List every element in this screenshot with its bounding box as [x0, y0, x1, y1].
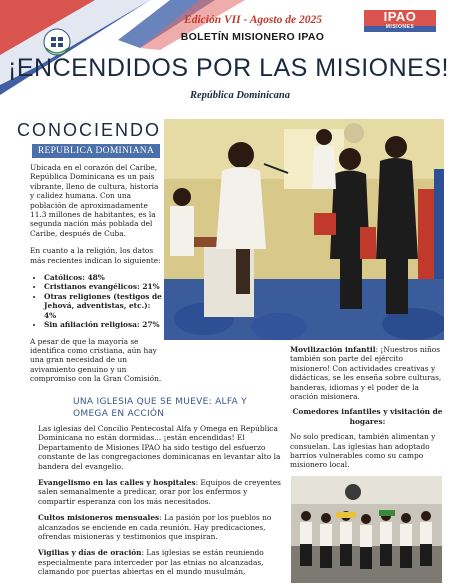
mission-services-paragraph: Cultos misioneros mensuales: La pasión por los pueblos no alcanzados se enciende en cada reunión. Hay predicaciones, ofrendas misioneras y testimonios que inspiran.	[38, 513, 272, 542]
middle-column	[38, 424, 283, 584]
religion-stats-list	[30, 273, 162, 329]
revival-paragraph: A pesar de que la mayoría se identifica como cristiana, aún hay una gran necesidad de un avivamiento genuino y un compromiso con la Gran Comisión.	[30, 336, 162, 384]
dominican-seal-icon	[44, 29, 70, 55]
stat-item: • Católicos: 48%	[44, 273, 162, 282]
children-group-photo	[291, 476, 442, 583]
vigils-paragraph: Vigilias y días de oración: Las iglesias se están reuniendo especialmente para interceder por las etnias no alcanzadas, clamando por puertas abiertas en el mundo musulmán,	[38, 548, 264, 577]
bulletin-name: BOLETÍN MISIONERO IPAO	[180, 31, 325, 43]
religion-paragraph: En cuanto a la religión, los datos más recientes indican lo siguiente:	[30, 246, 161, 265]
conociendo-heading: CONOCIENDO	[17, 120, 162, 140]
stat-item: • Cristianos evangélicos: 21%	[44, 282, 162, 291]
page-title: ¡ENCENDIDOS POR LAS MISIONES!	[8, 54, 449, 82]
page-subtitle: República Dominicana	[189, 90, 291, 101]
stat-item: • Otras religiones (testigos de Jehová, adventistas, etc.): 4%	[44, 292, 162, 320]
intro-paragraph: Ubicada en el corazón del Caribe, República Dominicana es un país vibrante, lleno de cultura, historia y calidez humana. Con una población de aproximadamente 11.3 millones de habitantes, es la segunda nación más poblada del Caribe, después de Cuba.	[30, 163, 159, 238]
logo-sub: MISIONES	[385, 24, 415, 30]
evangelism-paragraph: Evangelismo en las calles y hospitales: Equipos de creyentes salen semanalmente a predicar, orar por los enfermos y compartir esperanza con los más necesitados.	[38, 478, 281, 506]
church-intro-paragraph: Las iglesias del Concilio Pentecostal Alfa y Omega en República Dominicana no están dormidas... ¡están encendidas! El Departamento de Misiones IPAO ha sido testigo del esfuerzo constante de las congregaciones dominicanas en levantar alto la bandera del evangelio.	[38, 424, 281, 471]
edition-date: Edición VII - Agosto de 2025	[184, 14, 322, 26]
logo-name: IPAO	[383, 9, 417, 24]
children-mobilization: Movilización infantil: ¡Nuestros niños también son parte del ejército misionero! Con actividades creativas y didácticas, se les enseña sobre culturas, banderas, idiomas y el poder de la oración misionera.	[290, 345, 442, 402]
country-badge-label: REPUBLICA DOMINIANA	[37, 146, 155, 156]
worship-singers-photo	[164, 119, 444, 340]
section-heading-alfa-omega: UNA IGLESIA QUE SE MUEVE: ALFA Y OMEGA EN ACCIÓN	[73, 397, 247, 419]
comedores-subheading: Comedores infantiles y visitación de hogares:	[292, 407, 443, 426]
left-column	[30, 163, 162, 392]
stat-item: • Sin afiliación religiosa: 27%	[44, 320, 162, 329]
comedores-paragraph: No solo predican, también alimentan y consuelan. Las iglesias han adoptado barrios vulnerables como su campo misionero local.	[290, 432, 436, 470]
right-column	[290, 345, 445, 476]
